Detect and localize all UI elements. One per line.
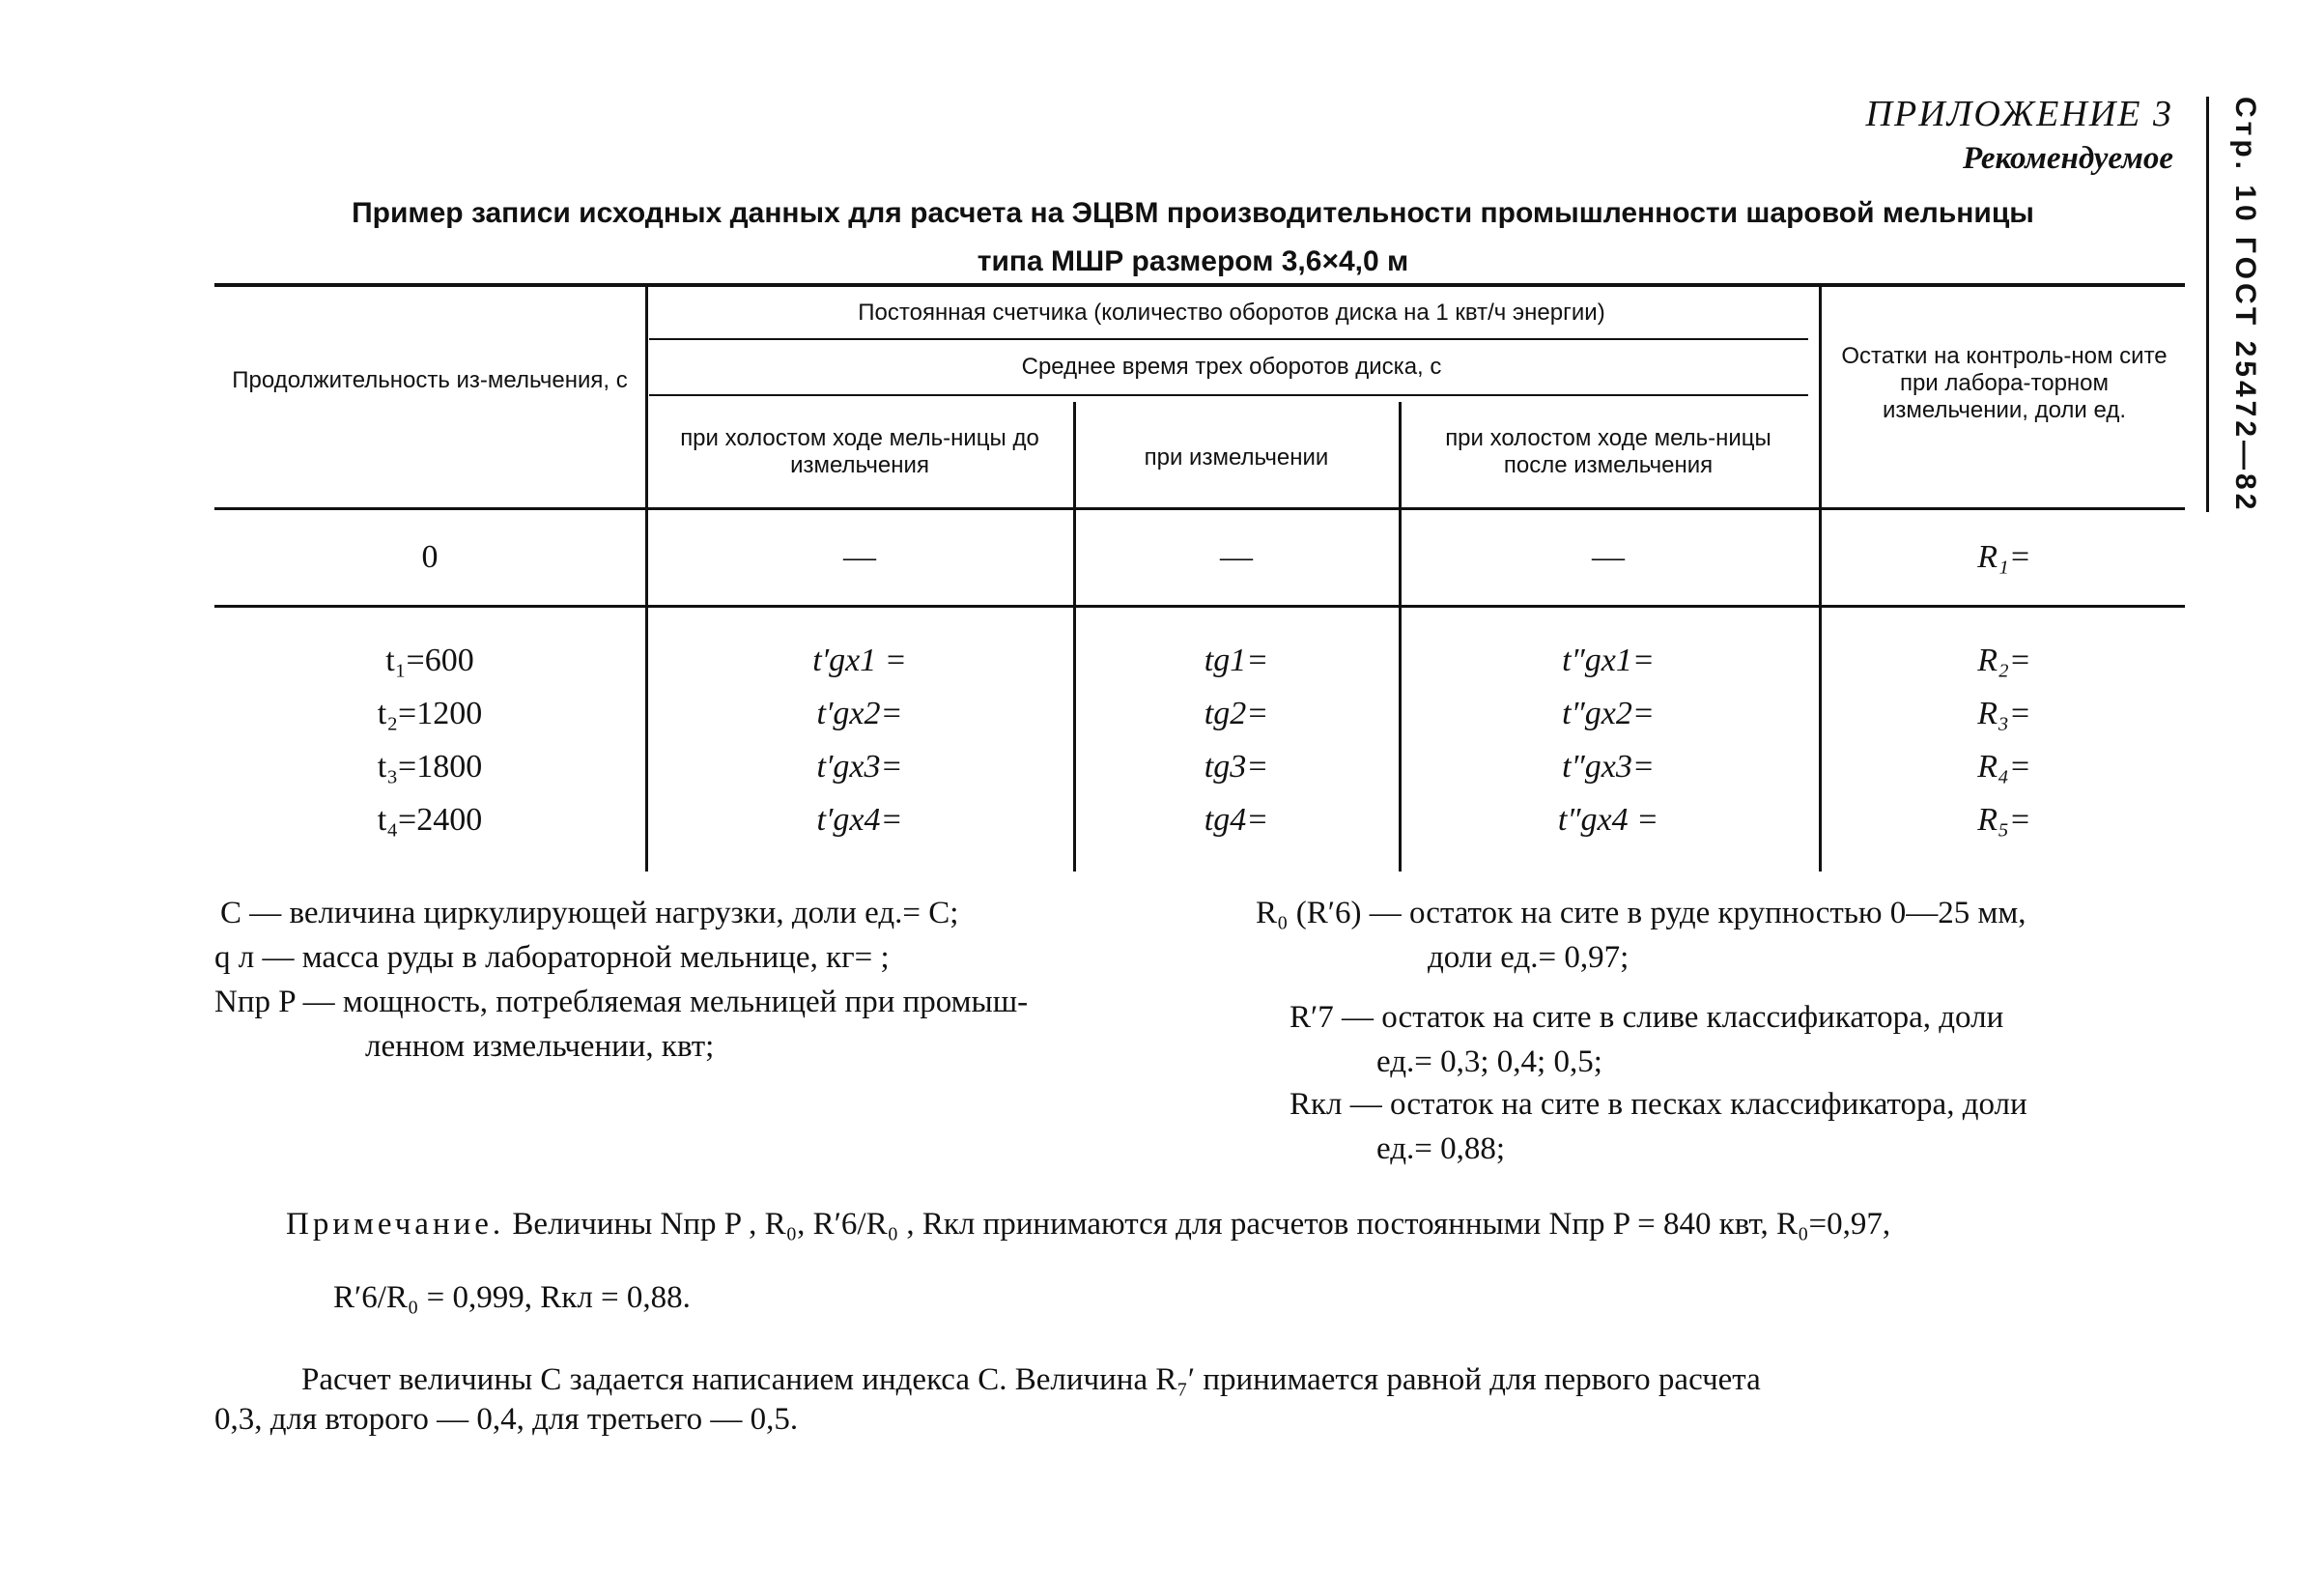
group-rule <box>649 338 1808 340</box>
row0-bottom-rule <box>214 605 2185 608</box>
row0-residue: R₁= <box>1977 539 2031 575</box>
col-residue-header: Остатки на контроль-ном сите при лабора-торном измельчении, доли ед. <box>1841 343 2168 423</box>
appendix-title: ПРИЛОЖЕНИЕ 3 <box>1865 94 2173 134</box>
def-q: q л — масса руды в лабораторной мельнице, кг= ; <box>214 940 890 975</box>
side-rule <box>2206 97 2209 512</box>
row1-residue: R₂= <box>1977 643 2031 678</box>
side-header-text: Стр. 10 ГОСТ 25472—82 <box>2229 97 2261 514</box>
table-vline-2 <box>1073 402 1076 872</box>
def-r0-cont: доли ед.= 0,97; <box>1428 940 1630 975</box>
subcol-during-header: при измельчении <box>1144 444 1329 471</box>
note-line-1: Величины Nпр P , R₀, R′6/R₀ , Rкл принимаются для расчетов постоянными Nпр P = 840 квт, R₀=0,97, <box>512 1207 1891 1242</box>
row4-before: t′gx4= <box>816 802 903 838</box>
row2-residue: R₃= <box>1977 696 2031 731</box>
def-rkl: Rкл — остаток на сите в песках классификатора, доли <box>1290 1087 2027 1122</box>
row4-duration: t₄=2400 <box>377 802 483 838</box>
def-r0: R₀ (R′6) — остаток на сите в руде крупностью 0—25 мм, <box>1256 896 2026 930</box>
row1-before: t′gx1 = <box>812 643 907 678</box>
subcol-after-header: при холостом ходе мель-ницы после измельчения <box>1445 425 1771 478</box>
def-r7: R′7 — остаток на сите в сливе классификатора, доли <box>1290 1000 2004 1035</box>
subgroup-header: Среднее время трех оборотов диска, с <box>1021 354 1442 380</box>
paragraph-line-1: Расчет величины C задается написанием индекса C. Величина R₇′ принимается равной для первого расчета <box>301 1362 1761 1397</box>
def-n: Nпр P — мощность, потребляемая мельницей при промыш- <box>214 985 1029 1019</box>
table-vline-3 <box>1399 402 1402 872</box>
header-bottom-rule <box>214 507 2185 510</box>
row4-residue: R₅= <box>1977 802 2031 838</box>
row1-duration: t₁=600 <box>385 643 474 678</box>
paragraph-line-2: 0,3, для второго — 0,4, для третьего — 0,5. <box>214 1402 799 1437</box>
appendix-subtitle: Рекомендуемое <box>1962 141 2173 176</box>
row2-duration: t₂=1200 <box>377 696 483 731</box>
note-line-2: R′6/R₀ = 0,999, Rкл = 0,88. <box>333 1280 691 1315</box>
def-n-cont: ленном измельчении, квт; <box>365 1029 715 1064</box>
row2-during: tg2= <box>1204 696 1269 731</box>
col-duration-header: Продолжительность из-мельчения, с <box>232 367 628 393</box>
appendix-header <box>1866 93 2173 177</box>
table-top-rule <box>214 283 2185 287</box>
subcol-before-header: при холостом ходе мель-ницы до измельчения <box>680 425 1039 478</box>
def-rkl-cont: ед.= 0,88; <box>1376 1131 1506 1166</box>
row0-duration: 0 <box>421 539 439 575</box>
row2-after: t″gx2= <box>1562 696 1655 731</box>
row1-after: t″gx1= <box>1562 643 1655 678</box>
table-vline-4 <box>1819 287 1822 872</box>
row4-after: t″gx4 = <box>1557 802 1659 838</box>
row0-during: — <box>1220 539 1253 575</box>
row4-during: tg4= <box>1204 802 1269 838</box>
table-vline-1 <box>645 287 648 872</box>
row0-after: — <box>1592 539 1625 575</box>
row3-duration: t₃=1800 <box>377 749 483 785</box>
def-r7-cont: ед.= 0,3; 0,4; 0,5; <box>1376 1044 1602 1079</box>
side-header <box>2223 97 2261 522</box>
row1-during: tg1= <box>1204 643 1269 678</box>
title-line-2: типа МШР размером 3,6×4,0 м <box>977 245 1409 277</box>
row0-before: — <box>843 539 876 575</box>
group-header: Постоянная счетчика (количество оборотов диска на 1 квт/ч энергии) <box>858 300 1605 326</box>
row2-before: t′gx2= <box>816 696 903 731</box>
subgroup-rule <box>649 394 1808 396</box>
row3-during: tg3= <box>1204 749 1269 785</box>
title-line-1: Пример записи исходных данных для расчета на ЭЦВМ производительности промышленности шаровой мельницы <box>352 197 2034 229</box>
page-title <box>232 189 2154 286</box>
row3-residue: R₄= <box>1977 749 2031 785</box>
note-label: Примечание. <box>286 1207 505 1242</box>
note <box>286 1202 1890 1246</box>
def-c: C — величина циркулирующей нагрузки, доли ед.= C; <box>220 896 959 930</box>
row3-after: t″gx3= <box>1562 749 1655 785</box>
row3-before: t′gx3= <box>816 749 903 785</box>
